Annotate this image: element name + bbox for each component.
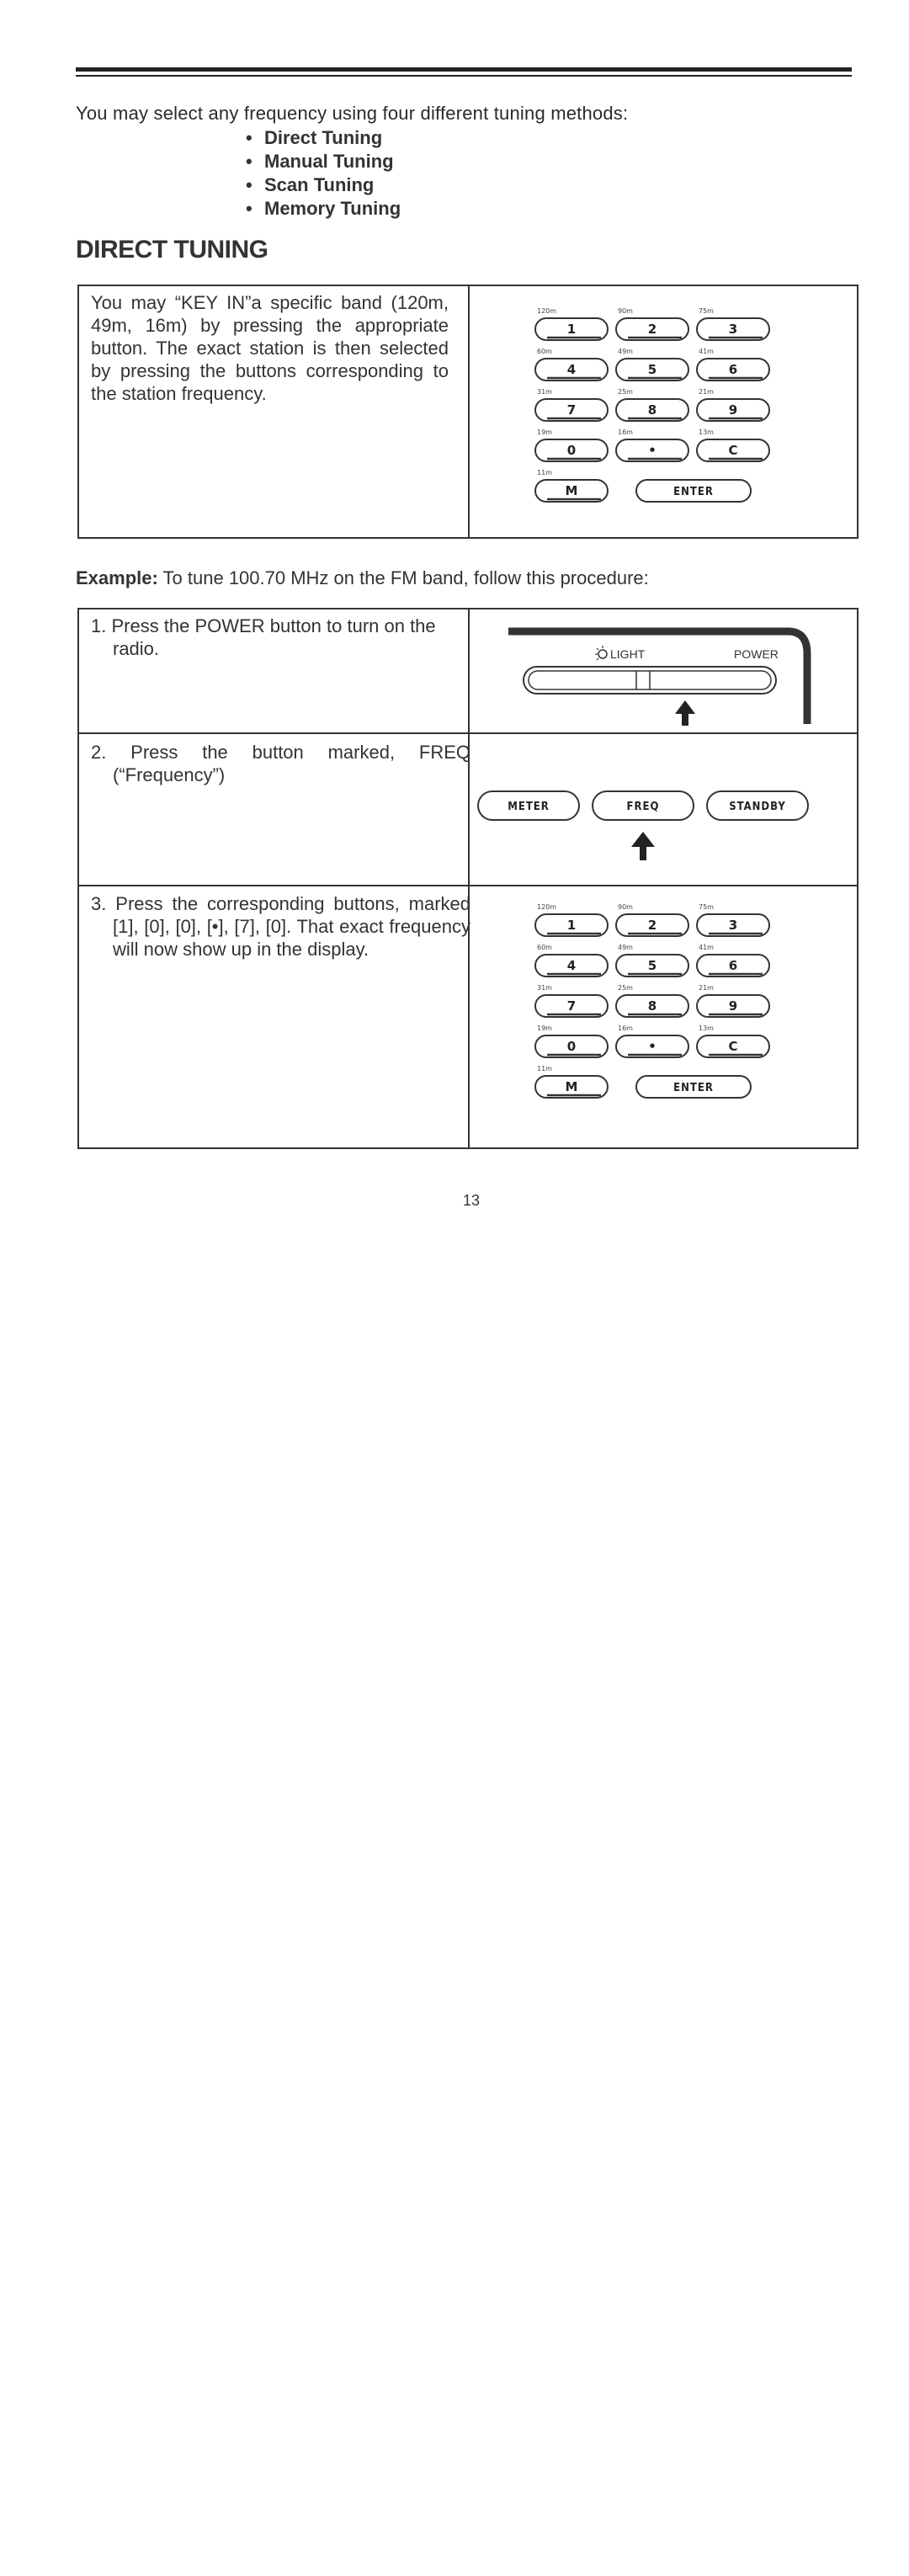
row-divider-1: [79, 732, 857, 734]
key-6[interactable]: [697, 955, 769, 977]
band-label: 120m: [537, 307, 557, 315]
top-rule-thin: [76, 75, 852, 77]
meter-label: METER: [508, 801, 550, 813]
key-label: M: [565, 483, 578, 498]
method-memory: • Memory Tuning: [246, 197, 401, 221]
key-4[interactable]: [535, 359, 608, 381]
example-label: Example:: [76, 567, 158, 588]
key-label: 9: [728, 998, 738, 1014]
band-label: 120m: [537, 903, 557, 911]
key-label: 4: [566, 362, 577, 377]
key-12[interactable]: [697, 439, 769, 461]
power-panel-svg: [475, 623, 811, 728]
key-9[interactable]: [697, 995, 769, 1017]
key-7[interactable]: [535, 995, 608, 1017]
key-label: 1: [566, 918, 577, 933]
key-9[interactable]: [697, 399, 769, 421]
method-manual: • Manual Tuning: [246, 150, 401, 173]
band-label: 75m: [699, 903, 714, 911]
key-8[interactable]: [616, 399, 688, 421]
arrow-up-icon: [631, 832, 655, 860]
column-divider: [468, 286, 470, 537]
light-icon: [595, 646, 607, 660]
key-13[interactable]: [535, 480, 608, 502]
key-label: 0: [566, 443, 577, 458]
intro-text: You may select any frequency using four different tuning methods:: [76, 103, 629, 124]
key-label: 1: [566, 322, 577, 337]
band-label: 19m: [537, 1025, 552, 1032]
band-label: 41m: [699, 348, 714, 355]
key-label: 9: [728, 402, 738, 418]
enter-key[interactable]: [636, 480, 751, 502]
key-4[interactable]: [535, 955, 608, 977]
key-label: 7: [566, 998, 577, 1014]
power-label: POWER: [734, 647, 779, 661]
band-label: 60m: [537, 348, 552, 355]
key-label: M: [565, 1079, 578, 1094]
key-label: 8: [647, 998, 657, 1014]
band-label: 31m: [537, 984, 552, 992]
enter-key[interactable]: [636, 1076, 751, 1098]
band-label: 60m: [537, 944, 552, 951]
freq-panel-svg: [475, 788, 853, 864]
step-2-text: 2. Press the button marked, FREQ (“Frequency”): [91, 742, 470, 785]
power-panel-illustration: [475, 623, 811, 728]
band-label: 16m: [618, 1025, 633, 1032]
top-rule: [76, 67, 852, 72]
band-label: 21m: [699, 984, 714, 992]
keypad-illustration-2: [534, 901, 786, 1115]
freq-label: FREQ: [626, 801, 660, 813]
keypad-svg: [534, 305, 786, 519]
band-label: 25m: [618, 388, 633, 396]
key-1[interactable]: [535, 318, 608, 340]
radio-edge: [508, 631, 807, 724]
direct-tuning-text: You may “KEY IN”a specific band (120m, 49m, 16m) by pressing the appropriate button. The exact station is then selected by pressing the buttons corresponding to the station frequency.: [91, 292, 449, 404]
section-title: DIRECT TUNING: [76, 236, 268, 263]
key-label: 2: [647, 322, 657, 337]
key-label: 6: [728, 958, 738, 973]
band-label: 90m: [618, 307, 633, 315]
key-2[interactable]: [616, 318, 688, 340]
key-10[interactable]: [535, 1035, 608, 1057]
key-label: C: [728, 443, 738, 458]
key-label: 5: [647, 362, 657, 377]
band-label: 21m: [699, 388, 714, 396]
key-3[interactable]: [697, 914, 769, 936]
method-scan: • Scan Tuning: [246, 173, 401, 197]
key-13[interactable]: [535, 1076, 608, 1098]
keypad-illustration: [534, 305, 786, 519]
key-5[interactable]: [616, 955, 688, 977]
key-label: 3: [728, 322, 738, 337]
key-label: C: [728, 1039, 738, 1054]
band-label: 90m: [618, 903, 633, 911]
steps-column-divider: [468, 609, 470, 1147]
band-label: 13m: [699, 1025, 714, 1032]
key-12[interactable]: [697, 1035, 769, 1057]
steps-box: [77, 608, 858, 1149]
tuning-methods-list: [246, 126, 401, 221]
band-label: 11m: [537, 469, 552, 476]
freq-panel-illustration: [475, 788, 853, 864]
band-label: 41m: [699, 944, 714, 951]
key-label: 4: [566, 958, 577, 973]
key-6[interactable]: [697, 359, 769, 381]
standby-label: STANDBY: [729, 801, 786, 813]
key-1[interactable]: [535, 914, 608, 936]
key-label: 0: [566, 1039, 577, 1054]
key-label: 2: [647, 918, 657, 933]
band-label: 25m: [618, 984, 633, 992]
light-label: LIGHT: [610, 647, 646, 661]
key-7[interactable]: [535, 399, 608, 421]
key-label: 7: [566, 402, 577, 418]
step-1-text: 1. Press the POWER button to turn on the radio.: [91, 615, 436, 659]
key-label: 6: [728, 362, 738, 377]
band-label: 16m: [618, 428, 633, 436]
step-3-text: 3. Press the corresponding buttons, marked [1], [0], [0], [•], [7], [0]. That exact frequency will now show up in the display.: [91, 893, 470, 960]
key-label: 5: [647, 958, 657, 973]
band-label: 13m: [699, 428, 714, 436]
row-divider-2: [79, 885, 857, 886]
key-11[interactable]: [616, 439, 688, 461]
direct-tuning-box: [77, 285, 858, 539]
band-label: 11m: [537, 1065, 552, 1072]
method-direct: • Direct Tuning: [246, 126, 401, 150]
enter-key-label: ENTER: [673, 486, 714, 498]
example-text: To tune 100.70 MHz on the FM band, follow this procedure:: [157, 567, 649, 588]
keypad-svg: [534, 901, 786, 1115]
key-10[interactable]: [535, 439, 608, 461]
arrow-up-icon: [675, 700, 695, 726]
band-label: 49m: [618, 348, 633, 355]
band-label: 75m: [699, 307, 714, 315]
key-3[interactable]: [697, 318, 769, 340]
key-11[interactable]: [616, 1035, 688, 1057]
band-label: 19m: [537, 428, 552, 436]
key-8[interactable]: [616, 995, 688, 1017]
enter-key-label: ENTER: [673, 1082, 714, 1094]
key-label: •: [648, 443, 656, 458]
page-number: 13: [462, 1192, 481, 1209]
band-label: 49m: [618, 944, 633, 951]
key-label: 8: [647, 402, 657, 418]
key-5[interactable]: [616, 359, 688, 381]
band-label: 31m: [537, 388, 552, 396]
key-2[interactable]: [616, 914, 688, 936]
key-label: •: [648, 1039, 656, 1054]
example-line: [76, 567, 649, 589]
key-label: 3: [728, 918, 738, 933]
